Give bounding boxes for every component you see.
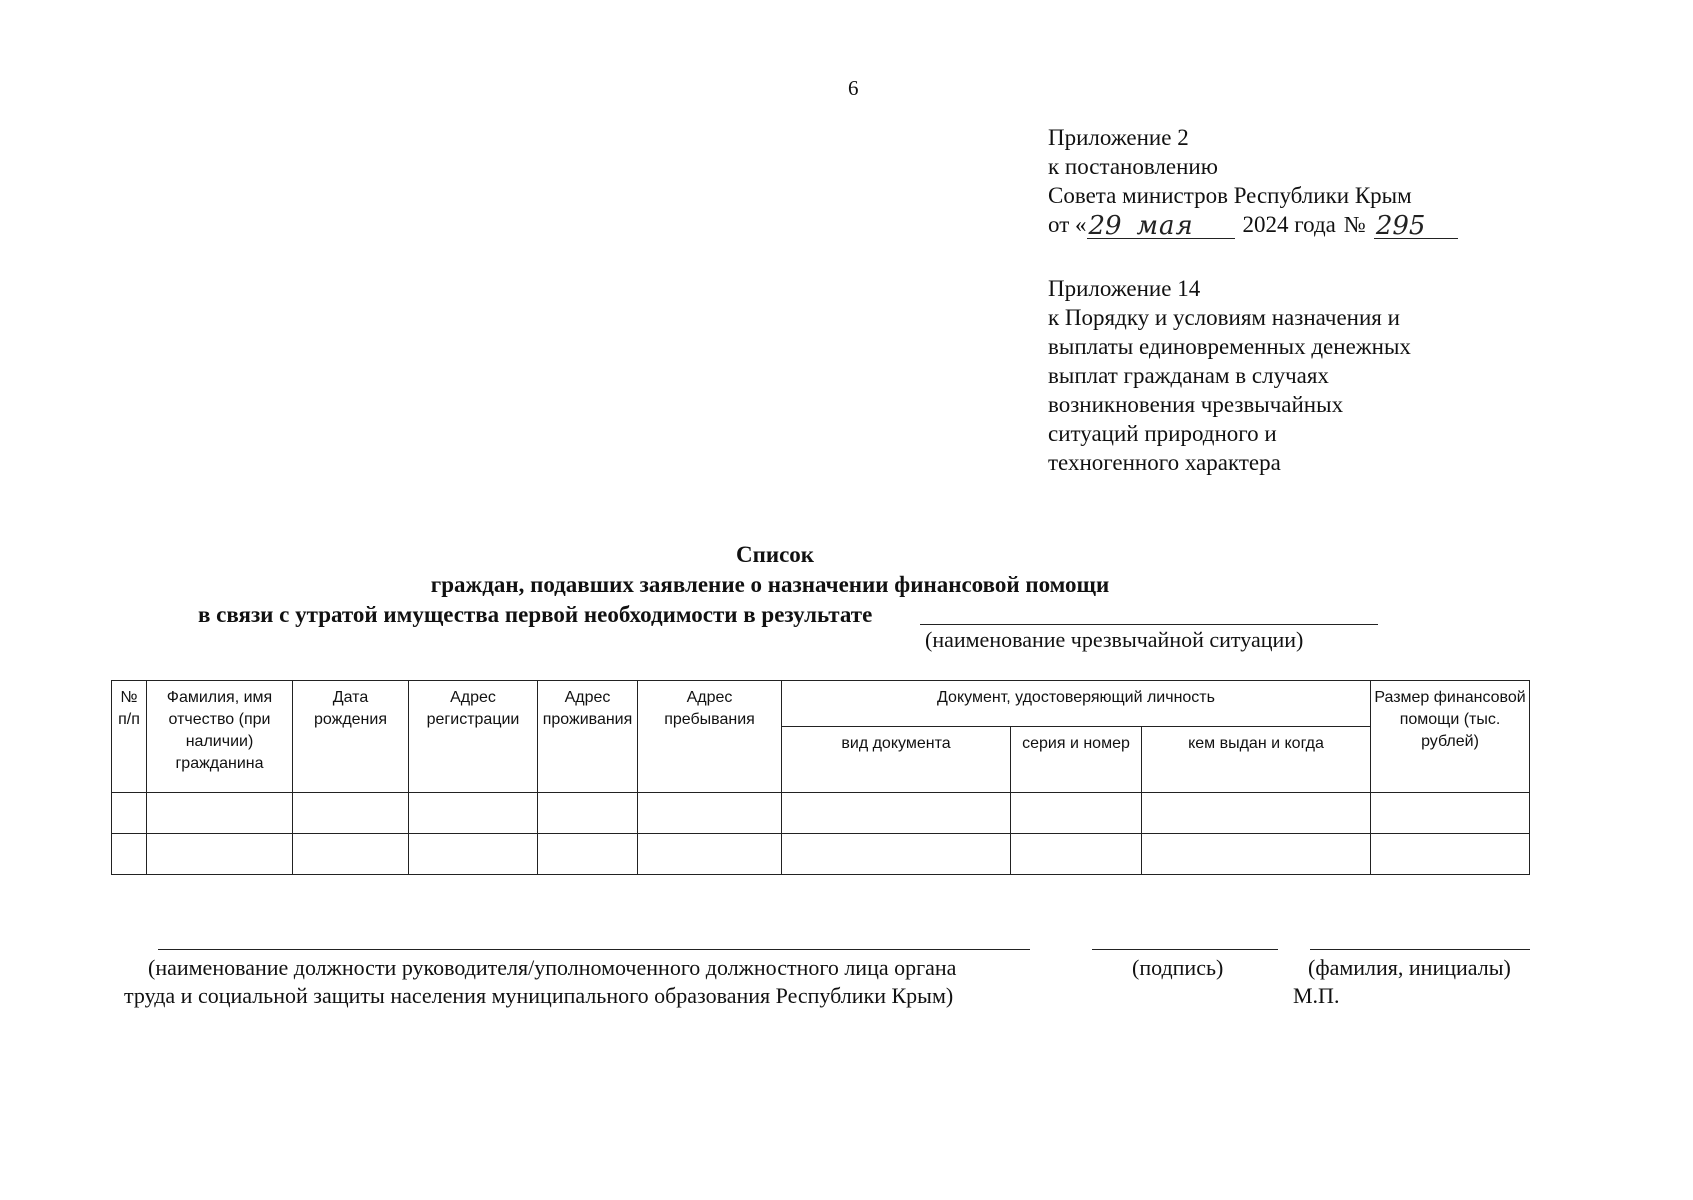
table-cell[interactable] [1371,793,1530,834]
annex-14-title: Приложение 14 [1048,276,1201,301]
date-year: 2024 года [1242,212,1336,237]
date-prefix: от « [1048,212,1087,237]
header-id-document: Документ, удостоверяющий личность [782,681,1371,727]
table-cell[interactable] [638,834,782,875]
table-row [112,793,1530,834]
header-issued-by: кем выдан и когда [1142,727,1371,793]
header-num: № п/п [112,681,147,793]
handwritten-month: мая [1135,214,1235,239]
table-cell[interactable] [1371,834,1530,875]
post-caption-line2: труда и социальной защиты населения муниципального образования Республики Крым) [124,983,954,1008]
header-birth-date: Дата рождения [293,681,409,793]
annex-2-line: Совета министров Республики Крым [1048,183,1412,208]
header-stay-address: Адрес пребывания [638,681,782,793]
document-subtitle-line3: в связи с утратой имущества первой необходимости в результате [198,602,873,627]
header-registration-address: Адрес регистрации [409,681,538,793]
signature-caption: (подпись) [1132,955,1224,980]
annex-14-block [1048,274,1411,477]
annex-2-title: Приложение 2 [1048,125,1189,150]
citizens-table [111,680,1530,875]
header-residence-address: Адрес проживания [538,681,638,793]
header-series-number: серия и номер [1011,727,1142,793]
table-cell[interactable] [112,834,147,875]
table-cell[interactable] [293,834,409,875]
stamp-place-label: М.П. [1293,983,1340,1008]
annex-14-line: возникновения чрезвычайных [1048,392,1344,417]
emergency-name-caption: (наименование чрезвычайной ситуации) [925,627,1304,652]
annex-14-line: выплат гражданам в случаях [1048,363,1329,388]
annex-2-line: к постановлению [1048,154,1218,179]
table-row [112,834,1530,875]
table-cell[interactable] [112,793,147,834]
table-cell[interactable] [538,834,638,875]
page-number: 6 [848,76,859,100]
annex-2-date-line [1048,210,1458,239]
annex-2-block [1048,123,1458,239]
table-cell[interactable] [1142,834,1371,875]
table-cell[interactable] [147,793,293,834]
table-cell[interactable] [638,793,782,834]
name-caption: (фамилия, инициалы) [1308,955,1511,980]
table-cell[interactable] [1142,793,1371,834]
handwritten-day: 29 [1087,214,1135,239]
emergency-name-blank-line [920,624,1378,625]
annex-14-line: выплаты единовременных денежных [1048,334,1411,359]
number-prefix: № [1343,212,1366,237]
annex-14-line: к Порядку и условиям назначения и [1048,305,1400,330]
post-caption: (наименование должности руководителя/уполномоченного должностного лица органа [148,955,957,980]
table-cell[interactable] [782,834,1011,875]
post-blank-line [158,949,1030,950]
signature-blank-line [1092,949,1278,950]
document-title: Список [735,542,815,567]
table-cell[interactable] [782,793,1011,834]
table-cell[interactable] [409,793,538,834]
table-cell[interactable] [538,793,638,834]
document-subtitle: граждан, подавших заявление о назначении финансовой помощи [430,572,1110,597]
table-cell[interactable] [409,834,538,875]
annex-14-line: техногенного характера [1048,450,1281,475]
table-cell[interactable] [1011,793,1142,834]
header-name: Фамилия, имя отчество (при наличии) гражданина [147,681,293,793]
table-cell[interactable] [293,793,409,834]
table-cell[interactable] [1011,834,1142,875]
annex-14-line: ситуаций природного и [1048,421,1277,446]
header-document-type: вид документа [782,727,1011,793]
name-blank-line [1310,949,1530,950]
handwritten-number: 295 [1374,214,1458,239]
header-amount: Размер финансовой помощи (тыс. рублей) [1371,681,1530,793]
table-cell[interactable] [147,834,293,875]
